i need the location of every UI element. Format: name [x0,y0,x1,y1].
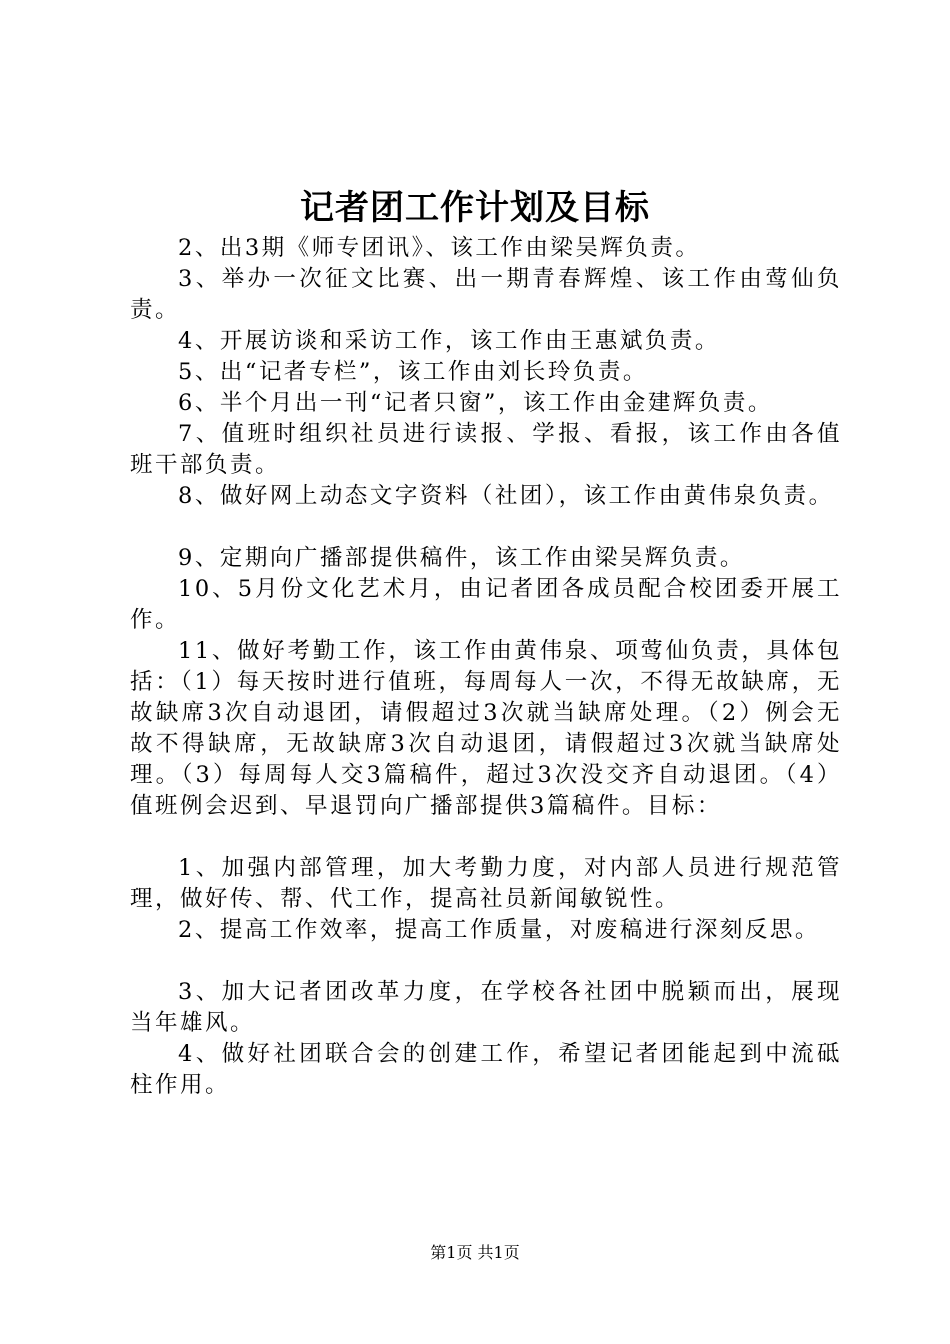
paragraph-plan-6: 6、半个月出一刊“记者只窗”，该工作由金建辉负责。 [178,390,773,416]
paragraph-goal-2: 2、提高工作效率，提高工作质量，对废稿进行深刻反思。 [178,917,820,943]
paragraph-plan-10: 10、5月份文化艺术月，由记者团各成员配合校团委开展工作。 [130,576,842,633]
paragraph-plan-11: 11、做好考勤工作，该工作由黄伟泉、项莺仙负责，具体包括：（1）每天按时进行值班，每周每人一次，不得无故缺席，无故缺席3次自动退团，请假超过3次就当缺席处理。（2）例会无故不得缺席，无故缺席3次自动退团，请假超过3次就当缺席处理。（3）每周每人交3篇稿件，超过3次没交齐自动退团。（4）值班例会迟到、早退罚向广播部提供3篇稿件。目标： [130,638,842,819]
paragraph-plan-9: 9、定期向广播部提供稿件，该工作由梁吴辉负责。 [178,545,745,571]
page-footer: 第1页 共1页 [430,1243,520,1262]
paragraph-plan-3: 3、举办一次征文比赛、出一期青春辉煌、该工作由莺仙负责。 [130,266,842,323]
paragraph-plan-7: 7、值班时组织社员进行读报、学报、看报，该工作由各值班干部负责。 [130,421,842,478]
paragraph-goal-4: 4、做好社团联合会的创建工作，希望记者团能起到中流砥柱作用。 [130,1041,842,1098]
paragraph-plan-5: 5、出“记者专栏”，该工作由刘长玲负责。 [178,359,648,385]
paragraph-plan-8: 8、做好网上动态文字资料（社团），该工作由黄伟泉负责。 [178,483,834,509]
paragraph-goal-3: 3、加大记者团改革力度，在学校各社团中脱颖而出，展现当年雄风。 [130,979,842,1036]
paragraph-plan-4: 4、开展访谈和采访工作，该工作由王惠斌负责。 [178,328,720,354]
paragraph-plan-2: 2、出3期《师专团讯》、该工作由梁吴辉负责。 [178,235,701,261]
document-title: 记者团工作计划及目标 [300,188,650,228]
document-body [130,233,842,1101]
paragraph-goal-1: 1、加强内部管理，加大考勤力度，对内部人员进行规范管理，做好传、帮、代工作，提高社员新闻敏锐性。 [130,855,842,912]
